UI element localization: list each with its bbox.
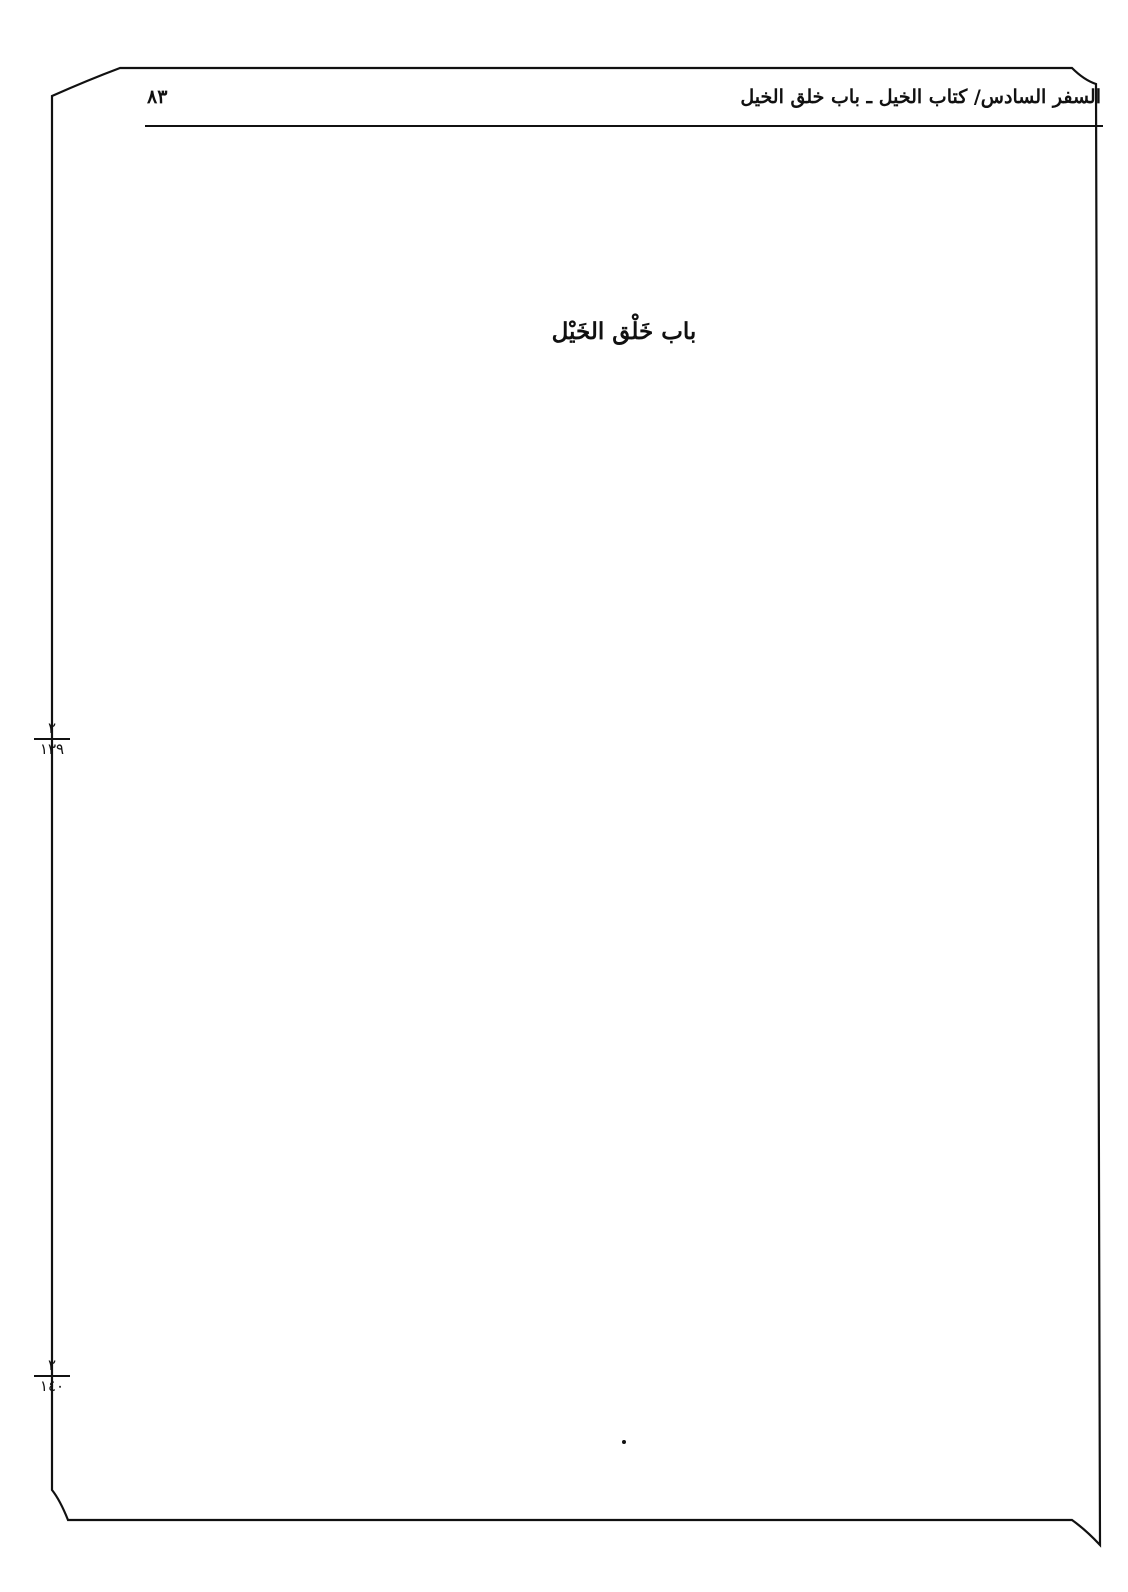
verse-second-hemistich — [289, 221, 589, 253]
paragraph — [145, 356, 1103, 388]
running-header — [145, 86, 1103, 114]
margin-volume: ٢ — [47, 1356, 57, 1374]
verse-first-hemistich — [659, 393, 959, 425]
running-title: السفر السادس/ كتاب الخيل ـ باب خلق الخيل — [740, 86, 1101, 108]
verse-second-hemistich — [289, 146, 589, 178]
bottom-dot — [622, 1440, 626, 1444]
verse-second-hemistich — [289, 393, 589, 425]
margin-volume: ٢ — [47, 719, 57, 737]
header-rule — [145, 125, 1103, 127]
main-text — [145, 140, 1103, 1460]
poetry-verse — [145, 393, 1103, 425]
paragraph — [145, 431, 1103, 463]
paragraph — [145, 184, 1103, 216]
poetry-verse — [145, 221, 1103, 253]
verse-first-hemistich — [659, 221, 959, 253]
page-number: ٨٣ — [147, 86, 168, 108]
section-heading: باب خَلْق الخَيْل — [551, 318, 697, 345]
margin-reference — [32, 720, 72, 758]
paragraph — [145, 259, 1103, 291]
verse-first-hemistich — [659, 146, 959, 178]
margin-reference — [32, 1357, 72, 1395]
margin-page: ١٤٠ — [39, 1376, 65, 1395]
margin-page: ١٣٩ — [39, 739, 65, 758]
poetry-verse — [145, 146, 1103, 178]
